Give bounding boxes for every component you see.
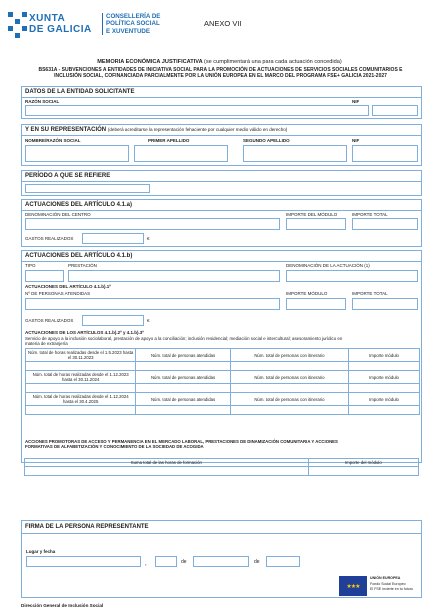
document-title: MEMORIA ECONÓMICA JUSTIFICATIVA (se cumplimentará una para cada actuación concedida) — [97, 59, 342, 65]
department-name: CONSELLERÍA DE POLÍTICA SOCIAL E XUVENTUDE — [102, 13, 160, 35]
article-41a-title: ACTUACIONES DEL ARTÍCULO 4.1.a) — [25, 202, 133, 208]
divider — [22, 210, 421, 211]
footer-direccion: Dirección General de Inclusión Social — [21, 603, 104, 608]
importe-modulo-label: Importe del módulo — [308, 459, 418, 467]
de-label: de — [254, 559, 260, 565]
primer-apellido-input[interactable] — [134, 145, 228, 162]
representative-section — [21, 124, 422, 166]
year-input[interactable] — [266, 556, 300, 567]
lugar-input[interactable] — [26, 556, 141, 567]
input-cell[interactable] — [26, 362, 136, 371]
representative-section-title: Y EN SU REPRESENTACIÓN (deberá acreditarse la representación fehaciente por cualquier medio válido en derecho) — [25, 127, 288, 133]
divider — [22, 261, 421, 262]
nombre-label: NOMBRE/RAZÓN SOCIAL — [25, 138, 81, 143]
personas-cell: Núm. total de personas atendidas — [136, 393, 231, 406]
prestacion-input[interactable] — [68, 270, 280, 282]
denominacion-label: DENOMINACIÓN DE LA ACTUACIÓN (1) — [286, 263, 370, 268]
training-hours-table — [24, 458, 419, 476]
importe-cell: Importe módulo — [349, 371, 420, 384]
personas-input[interactable] — [25, 298, 280, 310]
input-cell[interactable] — [136, 406, 231, 415]
hours-table — [25, 348, 420, 415]
horas-cell: Núm. total de horas realizadas desde el 1.5.2023 hasta el 30.11.2023 — [26, 349, 136, 362]
lugar-fecha-label: Lugar y fecha — [26, 549, 56, 554]
input-cell[interactable] — [136, 384, 231, 393]
eu-flag-icon: ★★★ — [339, 576, 367, 596]
sub1-title: ACTUACIONES DEL ARTÍCULO 4.1.b).1º — [25, 284, 111, 289]
sub23-description: Servicio de apoyo a la inclusión sociolaboral, prestación de apoyo a la conciliación; inclusión residencial; mediación social e intercultural; asesoramiento jurídico en materia de extranjería — [25, 336, 343, 347]
acciones-text: ACCIONES PROMOTORAS DE ACCESO Y PERMANENCIA EN EL MERCADO LABORAL, PRESTACIONES DE DINAMIZACIÓN COMUNITARIA Y ACCIONES FORMATIVAS DE ALFABETIZACIÓN Y CONOCIMIENTO DE LA SOCIEDAD DE ACOGIDA — [25, 439, 338, 450]
representative-nif-input[interactable] — [352, 145, 418, 162]
euro-symbol: € — [147, 318, 150, 323]
input-cell[interactable] — [26, 384, 136, 393]
divider — [22, 135, 421, 136]
xunta-logo-text: XUNTA DE GALICIA — [29, 13, 92, 35]
article-41b-section — [21, 250, 422, 463]
divider — [22, 97, 421, 98]
comma: , — [145, 561, 147, 567]
input-cell[interactable] — [230, 384, 348, 393]
horas-cell: Núm. total de horas realizadas desde el 1.12.2024 hasta el 30.4.2025 — [26, 393, 136, 406]
horas-cell: Núm. total de horas realizadas desde el 1.12.2023 hasta el 30.11.2024 — [26, 371, 136, 384]
importe-total-input[interactable] — [352, 298, 418, 310]
sub23-title: ACTUACIONES DE LOS ARTÍCULOS 4.1.b).2º y 4.1.b).3º — [25, 330, 144, 335]
input-cell[interactable] — [349, 406, 420, 415]
tipo-input[interactable] — [25, 270, 64, 282]
day-input[interactable] — [155, 556, 177, 567]
razon-social-label: RAZÓN SOCIAL — [25, 99, 60, 104]
entity-nif-input[interactable] — [372, 105, 418, 116]
month-input[interactable] — [193, 556, 249, 567]
signature-title: FIRMA DE LA PERSONA REPRESENTANTE — [25, 524, 149, 530]
table-input-row — [26, 406, 420, 415]
itinerario-cell: Núm. total de personas con itinerario — [230, 349, 348, 362]
table-input-row — [26, 362, 420, 371]
de-label: de — [181, 559, 187, 565]
input-cell[interactable] — [26, 406, 136, 415]
importe-cell: Importe módulo — [349, 349, 420, 362]
eu-fund-text: UNIÓN EUROPEA Fondo Social Europeo El FSE invierte en tu futuro — [370, 576, 413, 592]
importe-modulo-input[interactable] — [286, 218, 346, 230]
input-cell[interactable] — [230, 406, 348, 415]
itinerario-cell: Núm. total de personas con itinerario — [230, 393, 348, 406]
importe-modulo-label: IMPORTE MÓDULO — [286, 291, 328, 296]
personas-cell: Núm. total de personas atendidas — [136, 349, 231, 362]
article-41a-section — [21, 199, 422, 247]
procedure-title: BS631A - SUBVENCIONES A ENTIDADES DE INICIATIVA SOCIAL PARA LA PROMOCIÓN DE ACTUACIONES DE SERVICIOS SOCIALES COMUNITARIOS E INCLUSIÓN SOCIAL, COFINANCIADA PARCIALMENTE POR LA UNIÓN EUROPEA EN EL MARCO DEL PROGRAMA FSE+ GALICIA 2021-2027 — [38, 67, 403, 80]
xunta-logo-icon — [8, 12, 26, 38]
article-41b-title: ACTUACIONES DEL ARTÍCULO 4.1.b) — [25, 253, 133, 259]
importe-cell: Importe módulo — [349, 393, 420, 406]
personas-cell: Núm. total de personas atendidas — [136, 371, 231, 384]
entity-section — [21, 86, 422, 119]
centro-label: DENOMINACIÓN DEL CENTRO — [25, 212, 91, 217]
primer-apellido-label: PRIMER APELLIDO — [148, 138, 190, 143]
table-input-row — [26, 384, 420, 393]
importe-modulo-input[interactable] — [286, 298, 346, 310]
itinerario-cell: Núm. total de personas con itinerario — [230, 371, 348, 384]
gastos-label: GASTOS REALIZADOS — [25, 236, 74, 241]
input-cell[interactable] — [136, 362, 231, 371]
input-cell[interactable] — [349, 362, 420, 371]
input-cell[interactable] — [349, 384, 420, 393]
razon-social-input[interactable] — [25, 105, 369, 116]
entity-section-title: DATOS DE LA ENTIDAD SOLICITANTE — [25, 89, 135, 95]
nif-label: NIF — [352, 138, 360, 143]
table-row — [26, 349, 420, 362]
period-section — [21, 170, 422, 196]
importe-total-label: IMPORTE TOTAL — [352, 291, 388, 296]
nif-label: NIF — [352, 99, 360, 104]
importe-modulo-input[interactable] — [308, 467, 418, 476]
importe-total-label: IMPORTE TOTAL — [352, 212, 388, 217]
segundo-apellido-label: SEGUNDO APELLIDO — [243, 138, 290, 143]
divider — [22, 181, 421, 182]
euro-symbol: € — [147, 236, 150, 241]
importe-modulo-label: IMPORTE DEL MÓDULO — [286, 212, 338, 217]
table-row — [26, 371, 420, 384]
nombre-input[interactable] — [25, 145, 129, 162]
gastos-label: GASTOS REALIZADOS — [25, 318, 74, 323]
period-input[interactable] — [25, 184, 150, 193]
table-row — [25, 459, 419, 467]
table-row — [26, 393, 420, 406]
period-section-title: PERÍODO A QUE SE REFIERE — [25, 173, 111, 179]
importe-total-input[interactable] — [352, 218, 418, 230]
tipo-label: TIPO — [25, 263, 36, 268]
personas-label: Nº DE PERSONAS ATENDIDAS — [25, 291, 91, 296]
gastos-input[interactable] — [82, 315, 144, 326]
denominacion-input[interactable] — [286, 270, 418, 282]
table-input-row — [25, 467, 419, 476]
gastos-input[interactable] — [82, 233, 144, 244]
divider — [22, 533, 421, 534]
suma-horas-input[interactable] — [25, 467, 309, 476]
suma-horas-label: Suma total de las horas de formación — [25, 459, 309, 467]
centro-input[interactable] — [25, 218, 280, 230]
segundo-apellido-input[interactable] — [243, 145, 347, 162]
annex-label: ANEXO VII — [204, 19, 242, 28]
input-cell[interactable] — [230, 362, 348, 371]
prestacion-label: PRESTACIÓN — [68, 263, 97, 268]
